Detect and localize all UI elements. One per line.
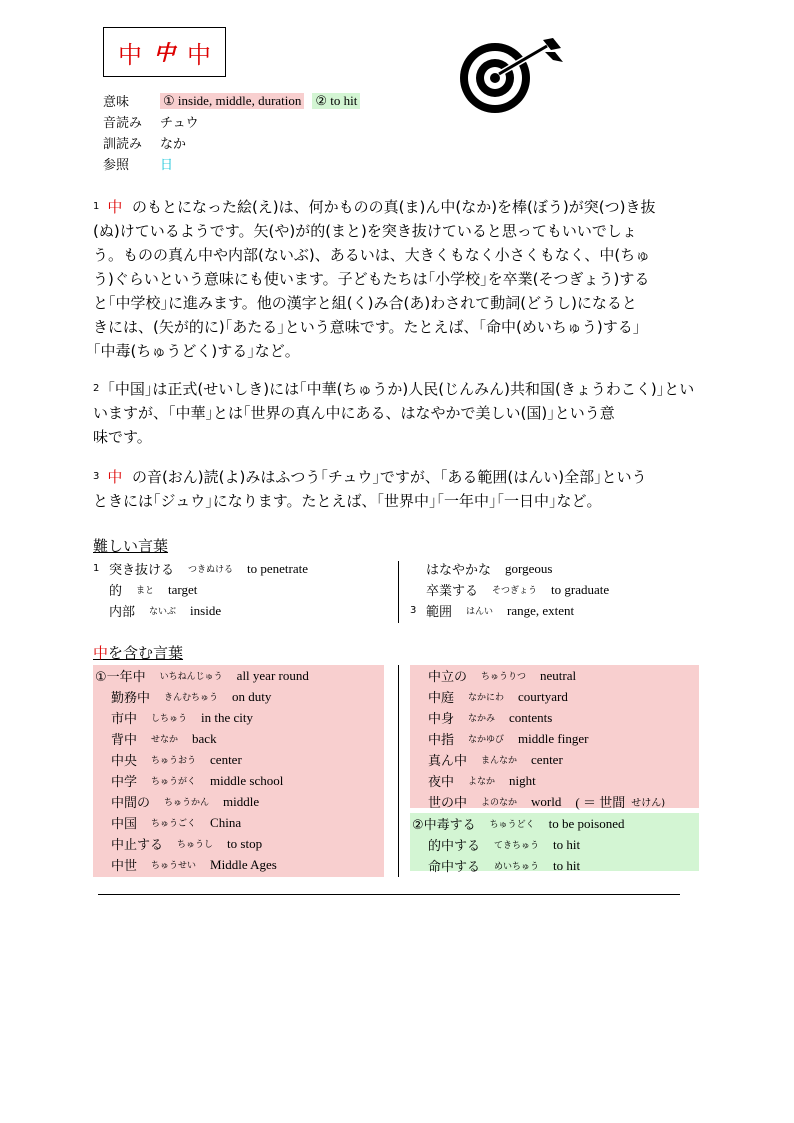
word-row: 中国 ちゅうごく China [111,814,242,832]
paragraph-line: きには、(矢が的に)｢あたる｣という意味です。たとえば、｢命中(めいちゅう)する｣ [93,318,641,336]
word-row: 中世 ちゅうせい Middle Ages [111,856,277,874]
paragraph-line: 味です。 [93,428,152,446]
kanji-brush: 中 [154,41,175,65]
paragraph-line: う。ものの真ん中や内部(ないぶ)、あるいは、大きくもなく小さくもなく、中(ちゅ [93,246,651,264]
word-row: 中庭 なかにわ courtyard [428,688,568,706]
kun-reading-row [103,132,360,153]
reference-label: 参照 [103,158,130,173]
on-reading-row [103,111,360,132]
word-row: 中指 なかゆび middle finger [428,730,589,748]
words-containing-heading: 中を含む言葉 [93,644,184,662]
paragraph-line: ｢中毒(ちゅうどく)する｣など。 [93,342,300,360]
difficult-words-left [93,558,308,621]
reference-row [103,153,360,174]
meaning-label: 意味 [103,95,130,110]
paragraph-line: $^3$ 中 の音(おん)読(よ)みはふつう｢チュウ｣ですが、｢ある範囲(はんい)全部｣という [93,468,647,486]
paragraph-line: $^1$ 中 のもとになった絵(え)は、何かものの真(ま)ん中(なか)を棒(ぼう)が突(つ)き抜 [93,198,656,216]
meaning-row [103,90,360,111]
word-row: 勤務中 きんむちゅう on duty [111,688,272,706]
words-right-pink-list [410,665,699,811]
difficult-words-heading: 難しい言葉 [93,537,169,555]
word-row: ②中毒する ちゅうどく to be poisoned [412,815,625,833]
vocab-row: 的 まと target [109,581,198,599]
vocab-row: 卒業する そつぎょう to graduate [426,581,610,599]
on-reading-value: チュウ [160,116,199,131]
kanji-info [103,90,360,174]
paragraph-line: う)ぐらいという意味にも使います。子どもたちは｢小学校｣を卒業(そつぎょう)する [93,270,650,288]
word-row: 中身 なかみ contents [428,709,553,727]
word-row: 中立の ちゅうりつ neutral [428,667,577,685]
kanji-print: 中 [187,40,211,69]
word-row: 世の中 よのなか world ( ＝ 世間 せけん) [428,793,666,811]
explanation-paragraph-1 [93,195,705,363]
meaning-1: ① inside, middle, duration [160,93,304,109]
word-row: 中学 ちゅうがく middle school [111,772,284,790]
paragraph-line: $^2$ ｢中国｣は正式(せいしき)には｢中華(ちゅうか)人民(じんみん)共和国(きょうわこく)｣とい [93,380,695,398]
kun-reading-label: 訓読み [103,137,143,152]
word-row: 夜中 よなか night [428,772,536,790]
bottom-rule [98,894,680,895]
kanji-serif: 中 [118,40,142,69]
difficult-words-right [410,558,609,621]
words-right-green-list [410,813,699,875]
vocab-row: 内部 ないぶ inside [109,602,222,620]
word-row: 的中する てきちゅう to hit [428,836,581,854]
explanation-paragraph-2 [93,377,705,449]
paragraph-line: (ぬ)けているようです。矢(や)が的(まと)を突き抜けていると思ってもいいでしょ [93,222,637,240]
explanation-paragraph-3 [93,465,705,513]
word-row: 中止する ちゅうし to stop [111,835,263,853]
word-row: ①一年中 いちねんじゅう all year round [95,667,309,685]
word-row: 中央 ちゅうおう center [111,751,242,769]
word-row: 中間の ちゅうかん middle [111,793,260,811]
word-row: 真ん中 まんなか center [428,751,563,769]
paragraph-line: ときには｢ジュウ｣になります。たとえば、｢世界中｣｢一年中｣｢一日中｣など。 [93,492,602,510]
column-divider [398,561,399,623]
word-row: 命中する めいちゅう to hit [428,857,581,875]
words-left-list [93,665,384,877]
kun-reading-value: なか [160,137,187,152]
reference-link[interactable]: 日 [160,158,174,173]
kanji-box [103,27,226,77]
vocab-row: はなやかな gorgeous [426,560,553,578]
target-icon [457,38,565,114]
kanji-highlight: 中 [107,198,123,216]
word-row: 市中 しちゅう in the city [111,709,254,727]
word-row: 背中 せなか back [111,730,217,748]
meaning-2: ② to hit [312,93,360,109]
vocab-row: 3 範囲 はんい range, extent [410,602,575,620]
kanji-highlight: 中 [107,468,123,486]
column-divider [398,665,399,877]
paragraph-line: と｢中学校｣に進みます。他の漢字と組(く)み合(あ)わされて動詞(どうし)になると [93,294,637,312]
paragraph-line: いますが、｢中華｣とは｢世界の真ん中にある、はなやかで美しい(国)｣という意 [93,404,615,422]
on-reading-label: 音読み [103,116,143,131]
vocab-row: 1 突き抜ける つきぬける to penetrate [93,560,309,578]
